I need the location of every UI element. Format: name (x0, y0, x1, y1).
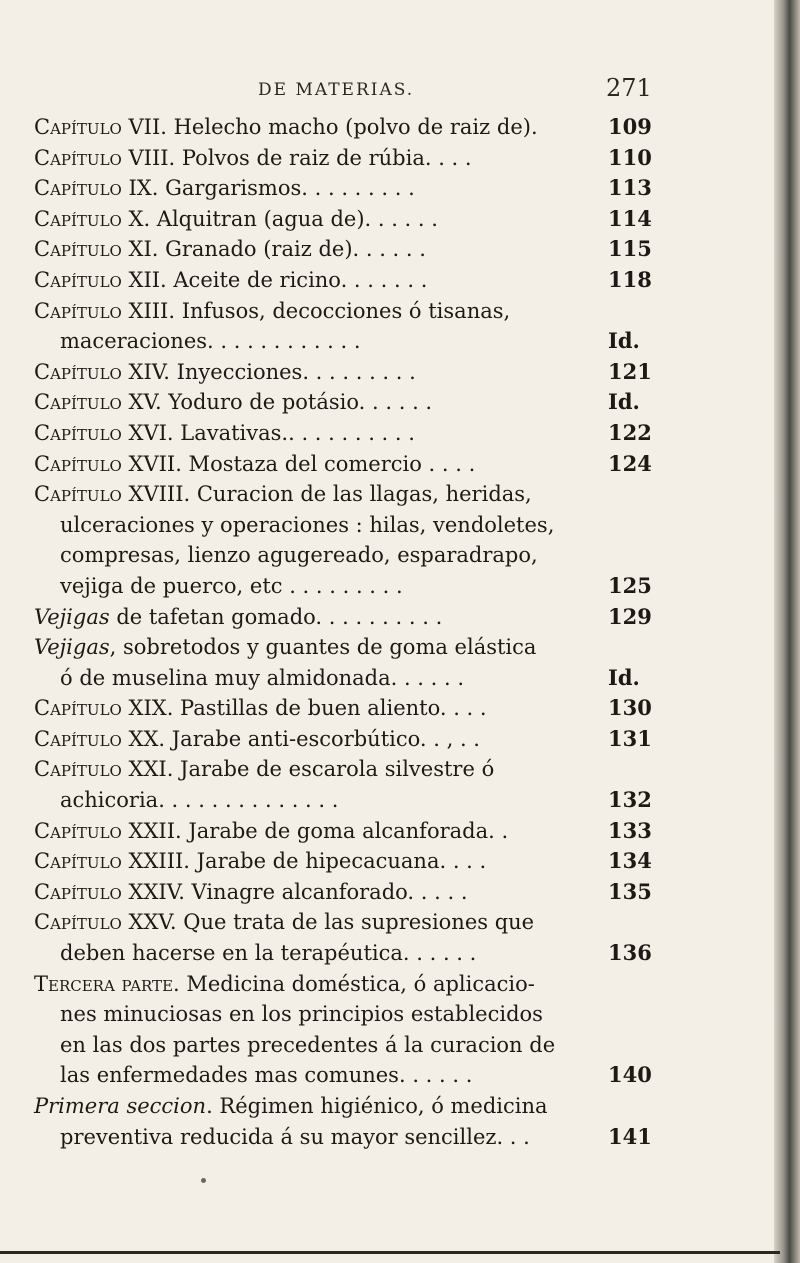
toc-entry (0, 1091, 800, 1122)
entry-title: XIII. Infusos, decocciones ó tisanas, (121, 298, 511, 323)
toc-entry (0, 387, 800, 418)
toc-entry (0, 234, 800, 265)
toc-entry-continuation (0, 540, 800, 571)
entry-title: compresas, lienzo agugereado, esparadrapo, (60, 543, 538, 568)
entry-page: 129 (608, 603, 652, 629)
toc-entry-continuation (0, 938, 800, 969)
toc-entry-continuation (0, 1060, 800, 1091)
entry-page: 115 (608, 236, 652, 262)
entry-label: Capítulo (34, 849, 122, 874)
entry-title: XXI. Jarabe de escarola silvestre ó (121, 757, 495, 782)
entry-title: IX. Gargarismos. . . . . . . . . (121, 176, 415, 201)
entry-title: XXV. Que trata de las supresiones que (121, 910, 535, 935)
entry-title: XVII. Mostaza del comercio . . . . (121, 451, 476, 476)
entry-label: Vejigas (34, 635, 110, 660)
entry-page: 135 (608, 878, 652, 904)
entry-page: 130 (608, 695, 652, 721)
entry-label: Capítulo (34, 879, 122, 904)
bottom-rule (0, 1251, 780, 1254)
entry-page: 124 (608, 450, 652, 476)
entry-page: 140 (608, 1062, 652, 1088)
toc-entry-continuation (0, 999, 800, 1030)
entry-label: Capítulo (34, 298, 122, 323)
toc-entry (0, 907, 800, 938)
entry-title: preventiva reducida á su mayor sencillez. . . (60, 1124, 530, 1149)
toc-entry-continuation (0, 326, 800, 357)
entry-label: Capítulo (34, 482, 122, 507)
entry-page: 110 (608, 144, 652, 170)
entry-label: Capítulo (34, 206, 122, 231)
entry-page: Id. (608, 664, 640, 690)
entry-label: Capítulo (34, 451, 122, 476)
toc-entry (0, 265, 800, 296)
entry-page: 133 (608, 817, 652, 843)
entry-page: 125 (608, 572, 652, 598)
entry-title: maceraciones. . . . . . . . . . . . (60, 329, 361, 354)
entry-title: VII. Helecho macho (polvo de raiz de). (121, 115, 538, 139)
running-head: DE MATERIAS. (258, 80, 415, 100)
entry-page: 121 (608, 358, 652, 384)
entry-label: Capítulo (34, 696, 122, 721)
entry-label: Capítulo (34, 390, 122, 415)
table-of-contents (0, 112, 800, 1152)
toc-entry (0, 602, 800, 633)
entry-label: Capítulo (34, 176, 122, 201)
entry-title: . Medicina doméstica, ó aplicacio- (173, 971, 535, 996)
entry-label: Capítulo (34, 115, 122, 139)
entry-title: achicoria. . . . . . . . . . . . . . (60, 788, 339, 813)
page-number: 271 (606, 74, 652, 102)
entry-label: Capítulo (34, 145, 122, 170)
entry-title: XVIII. Curacion de las llagas, heridas, (121, 482, 532, 507)
toc-entry (0, 969, 800, 1000)
entry-label: Tercera parte (34, 971, 174, 996)
toc-entry (0, 632, 800, 663)
toc-entry-continuation (0, 785, 800, 816)
toc-entry (0, 693, 800, 724)
toc-entry (0, 173, 800, 204)
entry-label: Capítulo (34, 910, 122, 935)
entry-title: ó de muselina muy almidonada. . . . . . (60, 665, 465, 690)
toc-entry-continuation (0, 571, 800, 602)
toc-entry (0, 754, 800, 785)
toc-entry (0, 143, 800, 174)
entry-title: XX. Jarabe anti-escorbútico. . , . . (121, 726, 480, 751)
entry-page: 114 (608, 205, 652, 231)
toc-entry (0, 296, 800, 327)
entry-title: XXII. Jarabe de goma alcanforada. . (121, 818, 509, 843)
entry-title: XII. Aceite de ricino. . . . . . . (121, 267, 428, 292)
entry-page: 131 (608, 725, 652, 751)
page-header (0, 74, 800, 108)
toc-entry (0, 112, 800, 143)
entry-page: 141 (608, 1123, 652, 1149)
entry-page: 118 (608, 266, 652, 292)
entry-label: Capítulo (34, 267, 122, 292)
toc-entry (0, 479, 800, 510)
toc-entry-continuation (0, 663, 800, 694)
entry-label: Vejigas (34, 604, 110, 629)
entry-title: XIX. Pastillas de buen aliento. . . . (121, 696, 487, 721)
toc-entry-continuation (0, 510, 800, 541)
entry-page: 122 (608, 419, 652, 445)
entry-title: nes minuciosas en los principios establecidos (60, 1002, 543, 1027)
toc-entry (0, 418, 800, 449)
entry-label: Capítulo (34, 726, 122, 751)
toc-entry-continuation (0, 1030, 800, 1061)
entry-title: VIII. Polvos de raiz de rúbia. . . . (121, 145, 472, 170)
toc-entry (0, 846, 800, 877)
toc-entry (0, 204, 800, 235)
entry-title: , sobretodos y guantes de goma elástica (109, 635, 537, 660)
entry-title: XVI. Lavativas.. . . . . . . . . . (121, 420, 415, 445)
entry-page: 136 (608, 940, 652, 966)
entry-label: Capítulo (34, 818, 122, 843)
entry-title: vejiga de puerco, etc . . . . . . . . . (60, 573, 403, 598)
entry-label: Capítulo (34, 359, 122, 384)
entry-page: Id. (608, 389, 640, 415)
toc-entry (0, 816, 800, 847)
entry-page: 134 (608, 848, 652, 874)
entry-title: deben hacerse en la terapéutica. . . . . . (60, 941, 477, 966)
entry-title: . Régimen higiénico, ó medicina (206, 1094, 548, 1118)
toc-entry (0, 877, 800, 908)
entry-page: 109 (608, 114, 652, 139)
entry-label: Capítulo (34, 237, 122, 262)
entry-title: de tafetan gomado. . . . . . . . . . (109, 604, 443, 629)
toc-entry (0, 357, 800, 388)
entry-title: XXIII. Jarabe de hipecacuana. . . . (121, 849, 487, 874)
entry-title: XV. Yoduro de potásio. . . . . . (121, 390, 433, 415)
toc-entry (0, 724, 800, 755)
ink-speck (201, 1178, 206, 1183)
entry-title: las enfermedades mas comunes. . . . . . (60, 1063, 473, 1088)
entry-label: Capítulo (34, 420, 122, 445)
entry-title: en las dos partes precedentes á la curacion de (60, 1032, 556, 1057)
entry-label: Primera seccion (34, 1094, 207, 1118)
entry-title: X. Alquitran (agua de). . . . . . (121, 206, 438, 231)
entry-label: Capítulo (34, 757, 122, 782)
entry-title: XIV. Inyecciones. . . . . . . . . (121, 359, 416, 384)
entry-title: ulceraciones y operaciones : hilas, vendoletes, (60, 512, 555, 537)
toc-entry (0, 449, 800, 480)
toc-entry-continuation (0, 1122, 800, 1153)
entry-page: 113 (608, 175, 652, 201)
entry-title: XXIV. Vinagre alcanforado. . . . . (121, 879, 468, 904)
entry-page: 132 (608, 787, 652, 813)
entry-title: XI. Granado (raiz de). . . . . . (121, 237, 426, 262)
entry-page: Id. (608, 328, 640, 354)
